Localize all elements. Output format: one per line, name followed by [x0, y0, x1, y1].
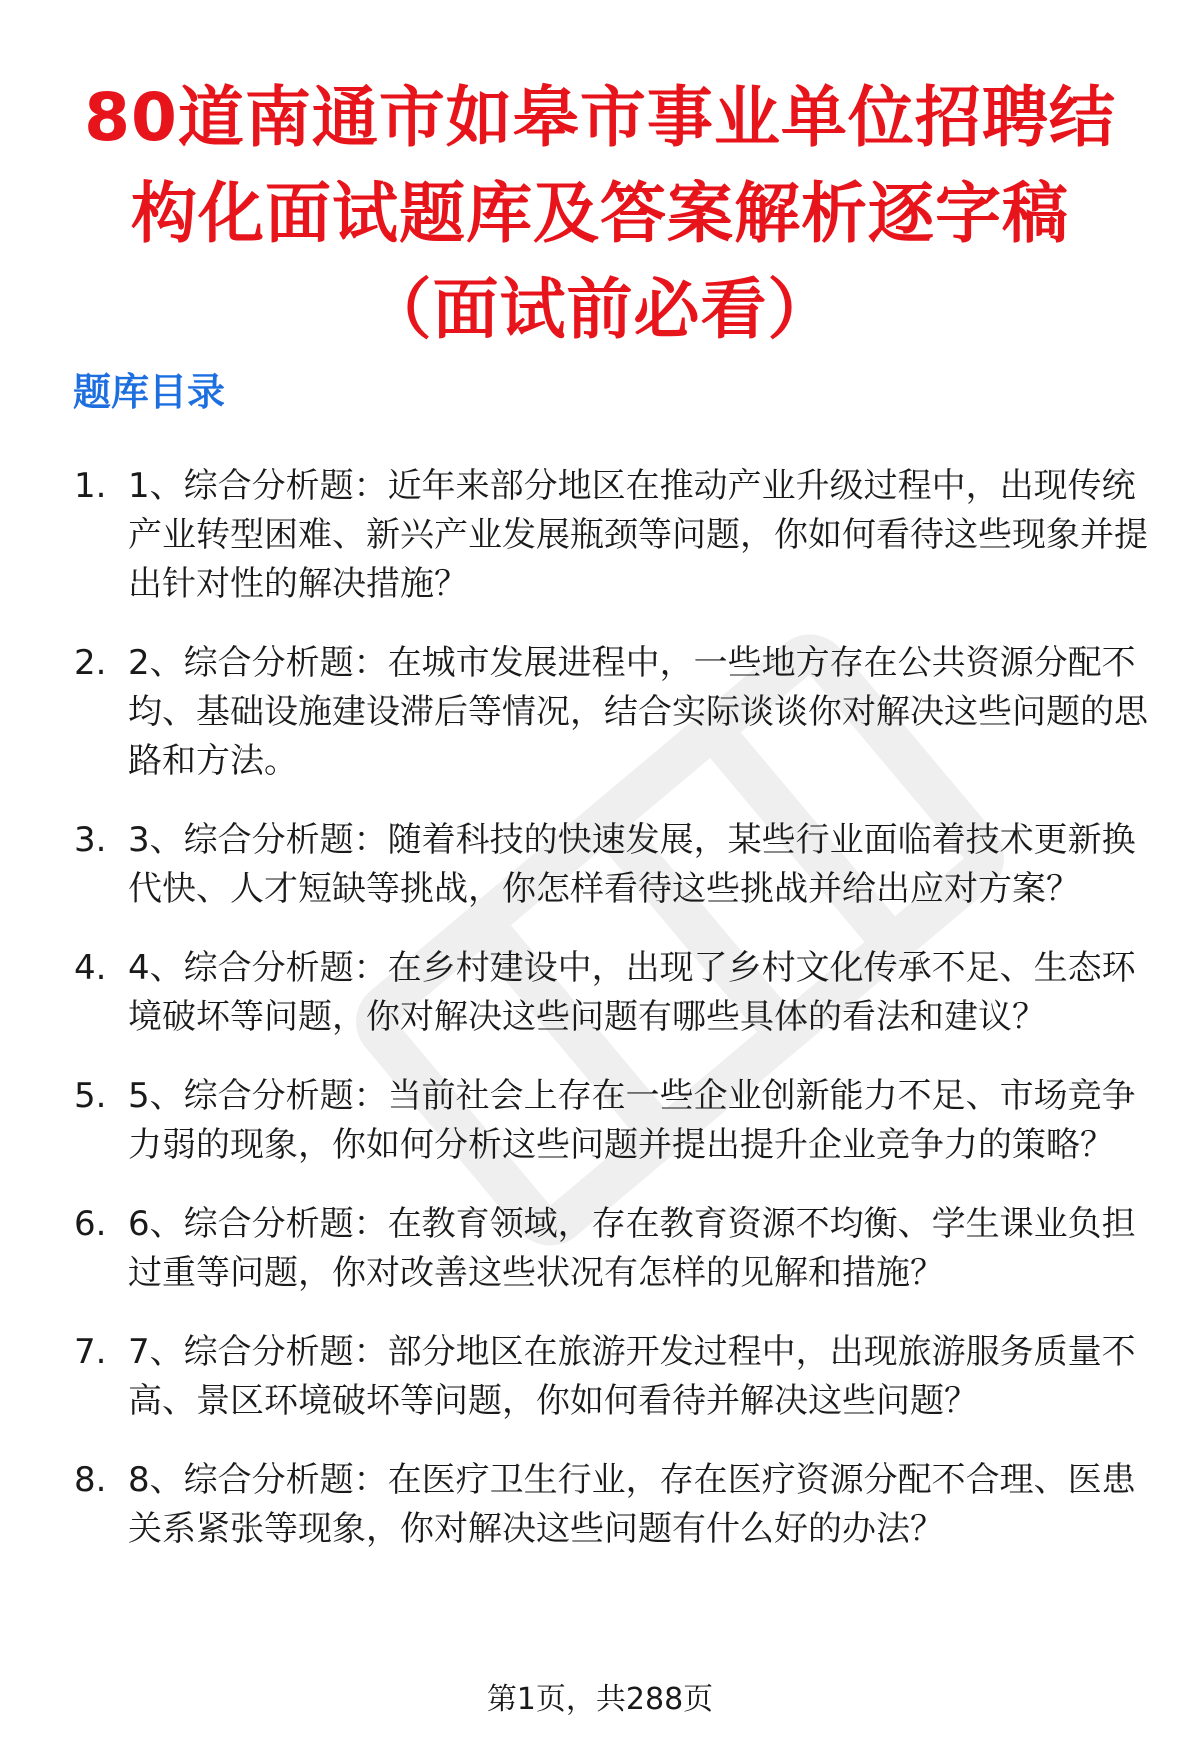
question-text: 5、综合分析题：当前社会上存在一些企业创新能力不足、市场竞争力弱的现象，你如何分析这些问题并提出提升企业竞争力的策略？	[128, 1076, 1136, 1165]
question-text: 1、综合分析题：近年来部分地区在推动产业升级过程中，出现传统产业转型困难、新兴产业发展瓶颈等问题，你如何看待这些现象并提出针对性的解决措施？	[128, 466, 1148, 604]
question-number: 4.	[74, 948, 107, 988]
question-number: 3.	[74, 820, 107, 860]
question-item-6	[0, 1200, 1200, 1298]
question-number: 1.	[74, 466, 107, 506]
question-number: 5.	[74, 1076, 107, 1116]
question-item-4	[0, 944, 1200, 1042]
question-text: 6、综合分析题：在教育领域，存在教育资源不均衡、学生课业负担过重等问题，你对改善这些状况有怎样的见解和措施？	[128, 1204, 1136, 1293]
question-number: 2.	[74, 643, 107, 683]
question-item-5	[0, 1072, 1200, 1170]
question-text: 3、综合分析题：随着科技的快速发展，某些行业面临着技术更新换代快、人才短缺等挑战，你怎样看待这些挑战并给出应对方案？	[128, 820, 1136, 909]
title-line-2: 构化面试题库及答案解析逐字稿	[131, 175, 1069, 252]
title-line-3: （面试前必看）	[365, 271, 835, 348]
question-text: 2、综合分析题：在城市发展进程中，一些地方存在公共资源分配不均、基础设施建设滞后等情况，结合实际谈谈你对解决这些问题的思路和方法。	[128, 643, 1148, 781]
title-line-1: 80道南通市如皋市事业单位招聘结	[84, 79, 1116, 156]
toc-heading: 题库目录	[73, 370, 226, 414]
question-text: 7、综合分析题：部分地区在旅游开发过程中，出现旅游服务质量不高、景区环境破坏等问题，你如何看待并解决这些问题？	[128, 1332, 1136, 1421]
question-item-1	[0, 462, 1200, 609]
document-title	[60, 70, 1140, 358]
question-number: 6.	[74, 1204, 107, 1244]
question-text: 8、综合分析题：在医疗卫生行业，存在医疗资源分配不合理、医患关系紧张等现象，你对解决这些问题有什么好的办法？	[128, 1460, 1136, 1549]
question-item-3	[0, 816, 1200, 914]
page-footer: 第1页，共288页	[486, 1682, 714, 1717]
question-item-7	[0, 1328, 1200, 1426]
question-item-2	[0, 639, 1200, 786]
question-number: 7.	[74, 1332, 107, 1372]
question-number: 8.	[74, 1460, 107, 1500]
question-text: 4、综合分析题：在乡村建设中，出现了乡村文化传承不足、生态环境破坏等问题，你对解决这些问题有哪些具体的看法和建议？	[128, 948, 1136, 1037]
question-item-8	[0, 1456, 1200, 1554]
question-list	[0, 462, 1200, 1584]
